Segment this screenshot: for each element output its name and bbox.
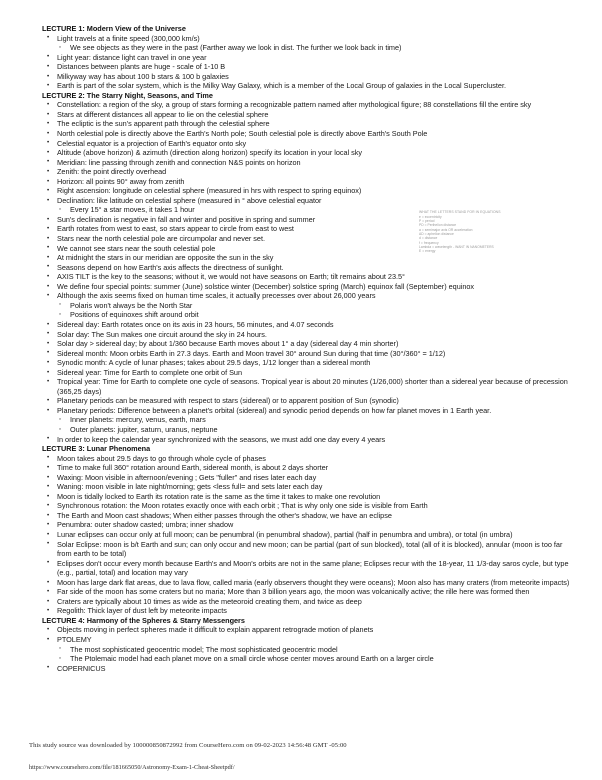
equations-key-line: Lambda = wavelength - WANT IN NANOMETERS — [419, 245, 494, 249]
equations-key-line: P = period — [419, 218, 435, 223]
bullet-item: • Synodic month: A cycle of lunar phases; takes about 29.5 days, 1/12 longer than a sidereal month — [42, 358, 570, 368]
bullet-item: • Stars near the north celestial pole are circumpolar and never set. — [42, 234, 570, 244]
bullet-item: • Light travels at a finite speed (300,000 km/s) — [42, 34, 570, 44]
bullet-item: • Constellation: a region of the sky, a group of stars forming a recognizable pattern named after mythological figure; 88 constellations fill the entire sky — [42, 100, 570, 110]
document-body — [42, 24, 570, 673]
equations-key-line: e = eccentricity — [419, 214, 442, 219]
bullet-item: • COPERNICUS — [42, 664, 570, 674]
bullet-item: • Light year: distance light can travel in one year — [42, 53, 570, 63]
lecture-sections — [42, 24, 570, 673]
sub-bullet-list — [42, 301, 570, 320]
bullet-item: • Stars at different distances all appear to lie on the celestial sphere — [42, 110, 570, 120]
bullet-item: • Sidereal month: Moon orbits Earth in 27.3 days. Earth and Moon travel 30° around Sun during that time (30°/360° = 1/12) — [42, 349, 570, 359]
bullet-item: • Solar day > sidereal day; by about 1/360 because Earth moves about 1° a day (sidereal day 4 min shorter) — [42, 339, 570, 349]
bullet-item: • Moon is tidally locked to Earth its rotation rate is the same as the time it takes to make one revolution — [42, 492, 570, 502]
equations-key-line: PD = Perihelion distance — [419, 223, 457, 228]
sub-bullet-item: ◦ We see objects as they were in the past (Farther away we look in dist. The further we look back in time) — [56, 43, 570, 53]
bullet-item: • Regolith: Thick layer of dust left by meteorite impacts — [42, 606, 570, 616]
bullet-item: • Milkyway way has about 100 b stars & 100 b galaxies — [42, 72, 570, 82]
bullet-item: • Time to make full 360° rotation around Earth, sidereal month, is about 2 days shorter — [42, 463, 570, 473]
sub-bullet-item: ◦ Outer planets: jupiter, saturn, uranus, neptune — [56, 425, 570, 435]
lecture-bullet-list — [42, 454, 570, 616]
sub-bullet-item: ◦ Inner planets: mercury, venus, earth, mars — [56, 415, 570, 425]
bullet-item: • Meridian: line passing through zenith and connection N&S points on horizon — [42, 158, 570, 168]
sub-bullet-item: ◦ The Ptolemaic model had each planet move on a small circle whose center moves around Earth on a larger circle — [56, 654, 570, 664]
bullet-item: • AXIS TILT is the key to the seasons; without it, we would not have seasons on Earth; tilt remains about 23.5° — [42, 272, 570, 282]
bullet-item: • Waxing: Moon visible in afternoon/evening ; Gets "fuller" and rises later each day — [42, 473, 570, 483]
lecture-bullet-list — [42, 100, 570, 444]
equations-key-line: f = frequency — [419, 240, 439, 245]
bullet-item: • Penumbra: outer shadow casted; umbra; inner shadow — [42, 520, 570, 530]
equations-key-line: E = energy — [419, 249, 436, 254]
equations-key-line: AD = aphelion distance — [419, 231, 454, 236]
equations-key-lines — [419, 215, 564, 254]
bullet-item: • The ecliptic is the sun's apparent path through the celestial sphere — [42, 119, 570, 129]
bullet-item: • Right ascension: longitude on celestial sphere (measured in hrs with respect to spring equinox) — [42, 186, 570, 196]
sub-bullet-item: ◦ Every 15° a star moves, it takes 1 hour — [56, 205, 570, 215]
bullet-item: • Far side of the moon has some craters but no maria; More than 3 billion years ago, the moon was volcanically active; the rille here was formed then — [42, 587, 570, 597]
sub-bullet-item: ◦ The most sophisticated geocentric model; The most sophisticated geocentric model — [56, 645, 570, 655]
equations-key-line: d = distance — [419, 236, 438, 241]
bullet-item: • Craters are typically about 10 times as wide as the meteoroid creating them, and twice as deep — [42, 597, 570, 607]
lecture-bullet-list — [42, 625, 570, 673]
bullet-item: • Planetary periods can be measured with respect to stars (sidereal) or to apparent position of Sun (synodic) — [42, 396, 570, 406]
bullet-item: • Lunar eclipses can occur only at full moon; can be penumbral (in penumbral shadow), partial (half in penumbra and umbra), or total (in umbra) — [42, 530, 570, 540]
bullet-item: • Planetary periods: Difference between a planet's orbital (sidereal) and synodic period depends on how far planet moves in 1 Earth year. — [42, 406, 570, 416]
bullet-item: • Earth rotates from west to east, so stars appear to circle from east to west — [42, 224, 570, 234]
bullet-item: • Moon has large dark flat areas, due to lava flow, called maria (early observers thought they were oceans); Moon also has many craters (from meteorite impacts) — [42, 578, 570, 588]
bullet-item: • Moon takes about 29.5 days to go through whole cycle of phases — [42, 454, 570, 464]
lecture-heading: LECTURE 3: Lunar Phenomena — [42, 444, 151, 454]
coursehero-watermark: This study source was downloaded by 100000850872992 from CourseHero.com on 09-02-2023 14:56:48 GMT -05:00 — [29, 742, 347, 749]
bullet-item: • We define four special points: summer (June) solstice winter (December) solstice spring (March) equinox fall (September) equinox — [42, 282, 570, 292]
lecture-bullet-list — [42, 34, 570, 91]
bullet-item: • At midnight the stars in our meridian are opposite the sun in the sky — [42, 253, 570, 263]
bullet-item: • Sun's declination is negative in fall and winter and positive in spring and summer — [42, 215, 570, 225]
bullet-item: • Eclipses don't occur every month because Earth's and Moon's orbits are not in the same plane; Eclipses recur with the 18-year, 11 1/3-day saros cycle, but type (e.g., partial, total) and location may vary — [42, 559, 570, 578]
bullet-item: • Declination: like latitude on celestial sphere (measured in ° above celestial equator — [42, 196, 570, 206]
bullet-item: • Celestial equator is a projection of Earth's equator onto sky — [42, 139, 570, 149]
bullet-item: • PTOLEMY — [42, 635, 570, 645]
bullet-item: • Sidereal day: Earth rotates once on its axis in 23 hours, 56 minutes, and 4.07 seconds — [42, 320, 570, 330]
equations-key-line: a = semimajor axis OR acceleration — [419, 227, 473, 232]
bullet-item: • The Earth and Moon cast shadows; When either passes through the other's shadow, we have an eclipse — [42, 511, 570, 521]
bullet-item: • Waning: moon visible in late night/morning; gets <less full= and sets later each day — [42, 482, 570, 492]
bullet-item: • In order to keep the calendar year synchronized with the seasons, we must add one day every 4 years — [42, 435, 570, 445]
sub-bullet-list — [42, 43, 570, 53]
bullet-item: • Although the axis seems fixed on human time scales, it actually precesses over about 26,000 years — [42, 291, 570, 301]
equations-key-title: WHAT THE LETTERS STAND FOR IN EQUATIONS — [419, 210, 501, 214]
sub-bullet-list — [42, 645, 570, 664]
bullet-item: • Sidereal year: Time for Earth to complete one orbit of Sun — [42, 368, 570, 378]
sub-bullet-list — [42, 415, 570, 434]
bullet-item: • Altitude (above horizon) & azimuth (direction along horizon) specify its location in your local sky — [42, 148, 570, 158]
bullet-item: • We cannot see stars near the south celestial pole — [42, 244, 570, 254]
bullet-item: • Earth is part of the solar system, which is the Milky Way Galaxy, which is a member of the Local Group of galaxies in the Local Supercluster. — [42, 81, 570, 91]
bullet-item: • Distances between plants are huge - scale of 1-10 B — [42, 62, 570, 72]
bullet-item: • North celestial pole is directly above the Earth's North pole; South celestial pole is directly above Earth's South Pole — [42, 129, 570, 139]
sub-bullet-item: ◦ Polaris won't always be the North Star — [56, 301, 570, 311]
bullet-item: • Solar day: The Sun makes one circuit around the sky in 24 hours. — [42, 330, 570, 340]
source-url: https://www.coursehero.com/file/181665050/Astronomy-Exam-1-Cheat-Sheetpdf/ — [29, 764, 235, 771]
lecture-heading: LECTURE 4: Harmony of the Spheres & Starry Messengers — [42, 615, 245, 625]
bullet-item: • Horizon: all points 90° away from zenith — [42, 177, 570, 187]
bullet-item: • Tropical year: Time for Earth to complete one cycle of seasons. Tropical year is about 20 minutes (1/26,000) shorter than a sidereal year because of precession (365,25 days) — [42, 377, 570, 396]
bullet-item: • Objects moving in perfect spheres made it difficult to explain apparent retrograde motion of planets — [42, 625, 570, 635]
bullet-item: • Zenith: the point directly overhead — [42, 167, 570, 177]
bullet-item: • Synchronous rotation: the Moon rotates exactly once with each orbit ; That is why only one side is visible from Earth — [42, 501, 570, 511]
sub-bullet-item: ◦ Positions of equinoxes shift around orbit — [56, 310, 570, 320]
bullet-item: • Seasons depend on how Earth's axis affects the directness of sunlight. — [42, 263, 570, 273]
bullet-item: • Solar Eclipse: moon is b/t Earth and sun; can only occur and new moon; can be partial (part of sun blocked), total (all of it is blocked), annular (moon is too far from earth to be total) — [42, 540, 570, 559]
lecture-heading: LECTURE 1: Modern View of the Universe — [42, 24, 186, 33]
lecture-heading: LECTURE 2: The Starry Night, Seasons, and Time — [42, 90, 213, 100]
equations-key-box — [419, 210, 564, 254]
